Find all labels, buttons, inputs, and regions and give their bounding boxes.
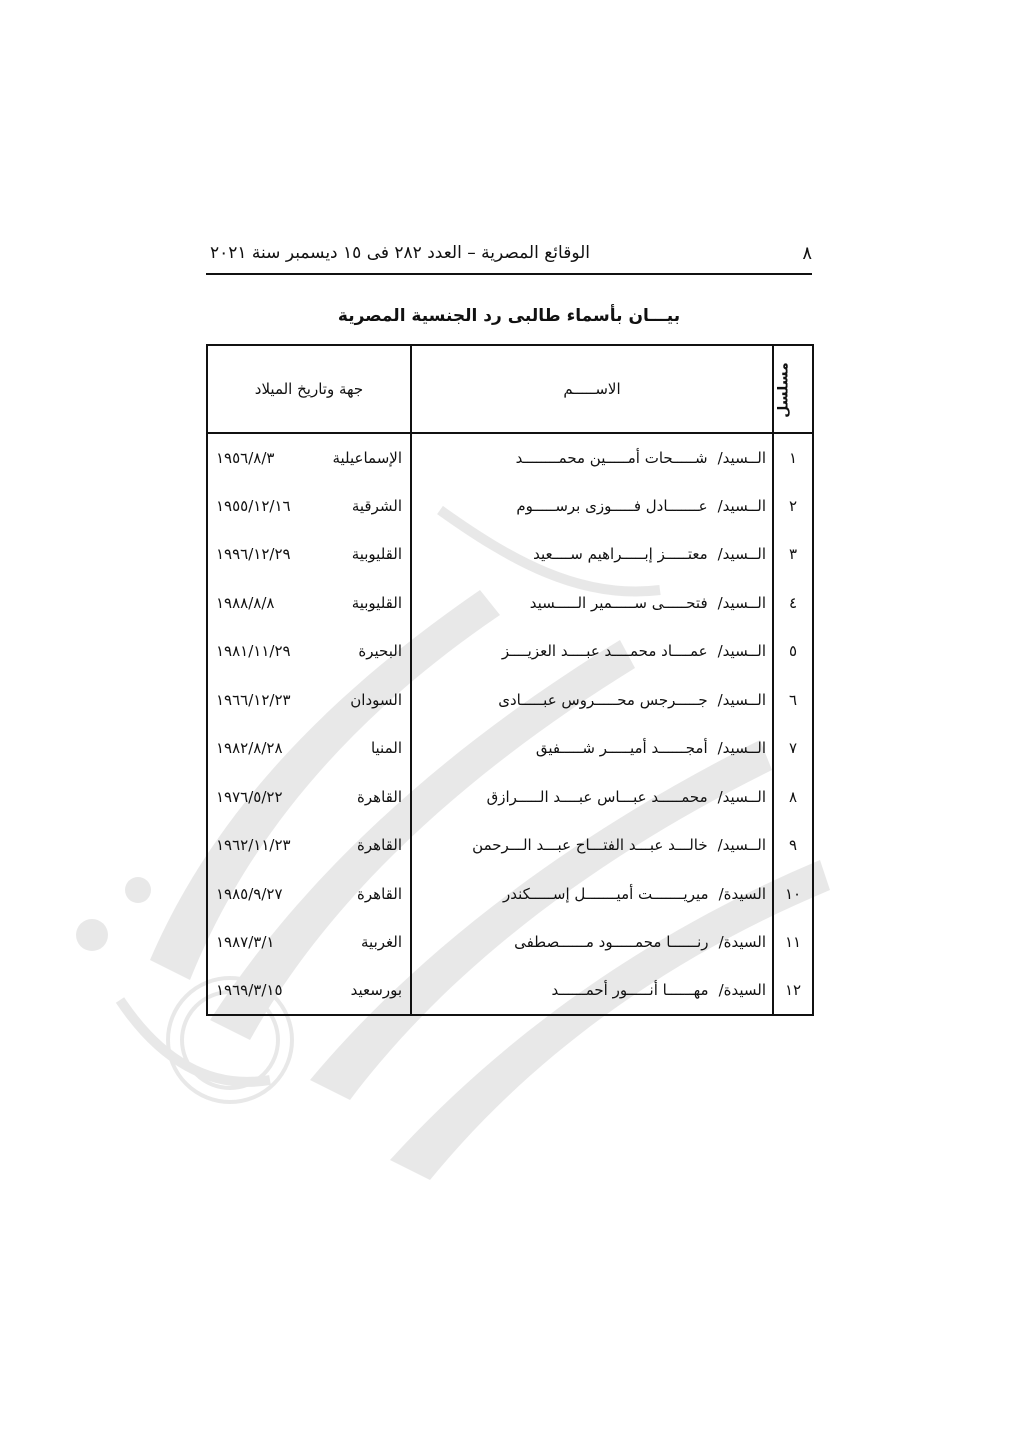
honorific-title: الــسيد/ [717,642,766,661]
table-row [207,967,813,1016]
applicants-table [206,344,814,1016]
birth-date: ١٩٦٦/١٢/٢٣ [216,690,291,709]
applicant-name: شـــــحات أمـــــين محمــــــــد [515,448,708,467]
table-header-row [207,345,813,433]
honorific-title: السيدة/ [718,981,766,1000]
table-row [207,870,813,919]
honorific-title: الــسيد/ [717,836,766,855]
birth-origin-column-header: جهة وتاريخ الميلاد [207,345,411,433]
applicant-name-cell [411,579,773,628]
birth-date: ١٩٥٥/١٢/١٦ [216,496,291,515]
birth-origin-cell [207,967,411,1016]
row-serial-number: ٨ [773,773,813,822]
honorific-title: الــسيد/ [717,496,766,515]
applicant-name-cell [411,433,773,482]
honorific-title: السيدة/ [718,933,766,952]
birth-origin-cell [207,821,411,870]
table-row [207,821,813,870]
applicant-name: أمجــــــد أميـــــر شـــــفيق [535,739,708,758]
applicant-name: محمـــــد عبـــاس عبــــد الـــــرازق [486,787,708,806]
table-row [207,773,813,822]
birth-origin-cell [207,918,411,967]
serial-header-label: مسلسل [775,362,792,418]
applicant-name-cell [411,821,773,870]
honorific-title: الــسيد/ [717,739,766,758]
birth-origin-cell [207,724,411,773]
applicant-name: جـــــرجس محـــــروس عبـــــادى [498,690,708,709]
birth-date: ١٩٩٦/١٢/٢٩ [216,545,291,564]
row-serial-number: ٦ [773,676,813,725]
applicant-name-cell [411,724,773,773]
applicant-name-cell [411,870,773,919]
applicant-name: عـــــــادل فـــــوزى برســـــوم [516,496,708,515]
applicant-name-cell [411,967,773,1016]
applicant-name: معتـــــز إبـــــراهيم ســــعيد [533,545,708,564]
applicant-name: ميريـــــــت أميـــــــل إســـــكندر [503,884,709,903]
birth-date: ١٩٨٨/٨/٨ [216,593,275,612]
birth-place: الشرقية [351,496,402,515]
applicants-table-wrapper [206,344,812,1016]
birth-date: ١٩٨٥/٩/٢٧ [216,884,283,903]
applicant-name-cell [411,773,773,822]
birth-origin-cell [207,676,411,725]
page-number: ٨ [802,242,812,264]
row-serial-number: ٥ [773,627,813,676]
birth-origin-cell [207,433,411,482]
applicant-name-cell [411,482,773,531]
birth-place: القاهرة [357,836,402,855]
applicant-name: خالـــد عبـــد الفتـــاح عبـــد الـــرحمن [472,836,708,855]
table-row [207,482,813,531]
applicant-name-cell [411,676,773,725]
running-header [206,236,812,270]
applicant-name: مهــــــا أنـــــور أحمــــــد [551,981,709,1000]
birth-date: ١٩٦٢/١١/٢٣ [216,836,291,855]
birth-origin-cell [207,530,411,579]
table-row [207,724,813,773]
row-serial-number: ١ [773,433,813,482]
applicant-name: رنــــــا محمـــــود مــــــصطفى [514,933,709,952]
applicant-name-cell [411,530,773,579]
birth-place: البحيرة [358,642,402,661]
honorific-title: الــسيد/ [717,593,766,612]
table-row [207,579,813,628]
honorific-title: الــسيد/ [717,448,766,467]
applicant-name: فتحـــــى ســـــمير الـــــسيد [529,593,708,612]
birth-date: ١٩٥٦/٨/٣ [216,448,275,467]
applicant-name-cell [411,918,773,967]
honorific-title: السيدة/ [718,884,766,903]
name-column-header: الاســـــم [411,345,773,433]
document-title: بيـــان بأسماء طالبى رد الجنسية المصرية [337,306,681,326]
applicant-name-cell [411,627,773,676]
birth-place: السودان [350,690,402,709]
birth-origin-cell [207,773,411,822]
row-serial-number: ٤ [773,579,813,628]
table-row [207,433,813,482]
row-serial-number: ١٢ [773,967,813,1016]
row-serial-number: ٩ [773,821,813,870]
serial-column-header [773,345,813,433]
birth-date: ١٩٨٢/٨/٢٨ [216,739,283,758]
birth-date: ١٩٨١/١١/٢٩ [216,642,291,661]
applicant-name: عمــــاد محمــــد عبــــد العزيــــز [501,642,708,661]
table-row [207,918,813,967]
honorific-title: الــسيد/ [717,787,766,806]
gazette-header-title: الوقائع المصرية – العدد ٢٨٢ فى ١٥ ديسمبر سنة ٢٠٢١ [210,243,591,263]
birth-date: ١٩٦٩/٣/١٥ [216,981,283,1000]
birth-date: ١٩٧٦/٥/٢٢ [216,787,283,806]
birth-place: الغربية [361,933,402,952]
birth-place: بورسعيد [350,981,402,1000]
header-divider [206,273,812,275]
honorific-title: الــسيد/ [717,690,766,709]
birth-place: القاهرة [357,787,402,806]
row-serial-number: ٧ [773,724,813,773]
birth-origin-cell [207,627,411,676]
birth-date: ١٩٨٧/٣/١ [216,933,275,952]
honorific-title: الــسيد/ [717,545,766,564]
birth-place: القاهرة [357,884,402,903]
birth-place: القليوبية [351,545,402,564]
birth-origin-cell [207,482,411,531]
birth-place: الإسماعيلية [332,448,402,467]
table-row [207,530,813,579]
table-row [207,676,813,725]
row-serial-number: ٢ [773,482,813,531]
birth-origin-cell [207,870,411,919]
table-row [207,627,813,676]
row-serial-number: ٣ [773,530,813,579]
birth-origin-cell [207,579,411,628]
row-serial-number: ١٠ [773,870,813,919]
birth-place: المنيا [370,739,402,758]
birth-place: القليوبية [351,593,402,612]
row-serial-number: ١١ [773,918,813,967]
